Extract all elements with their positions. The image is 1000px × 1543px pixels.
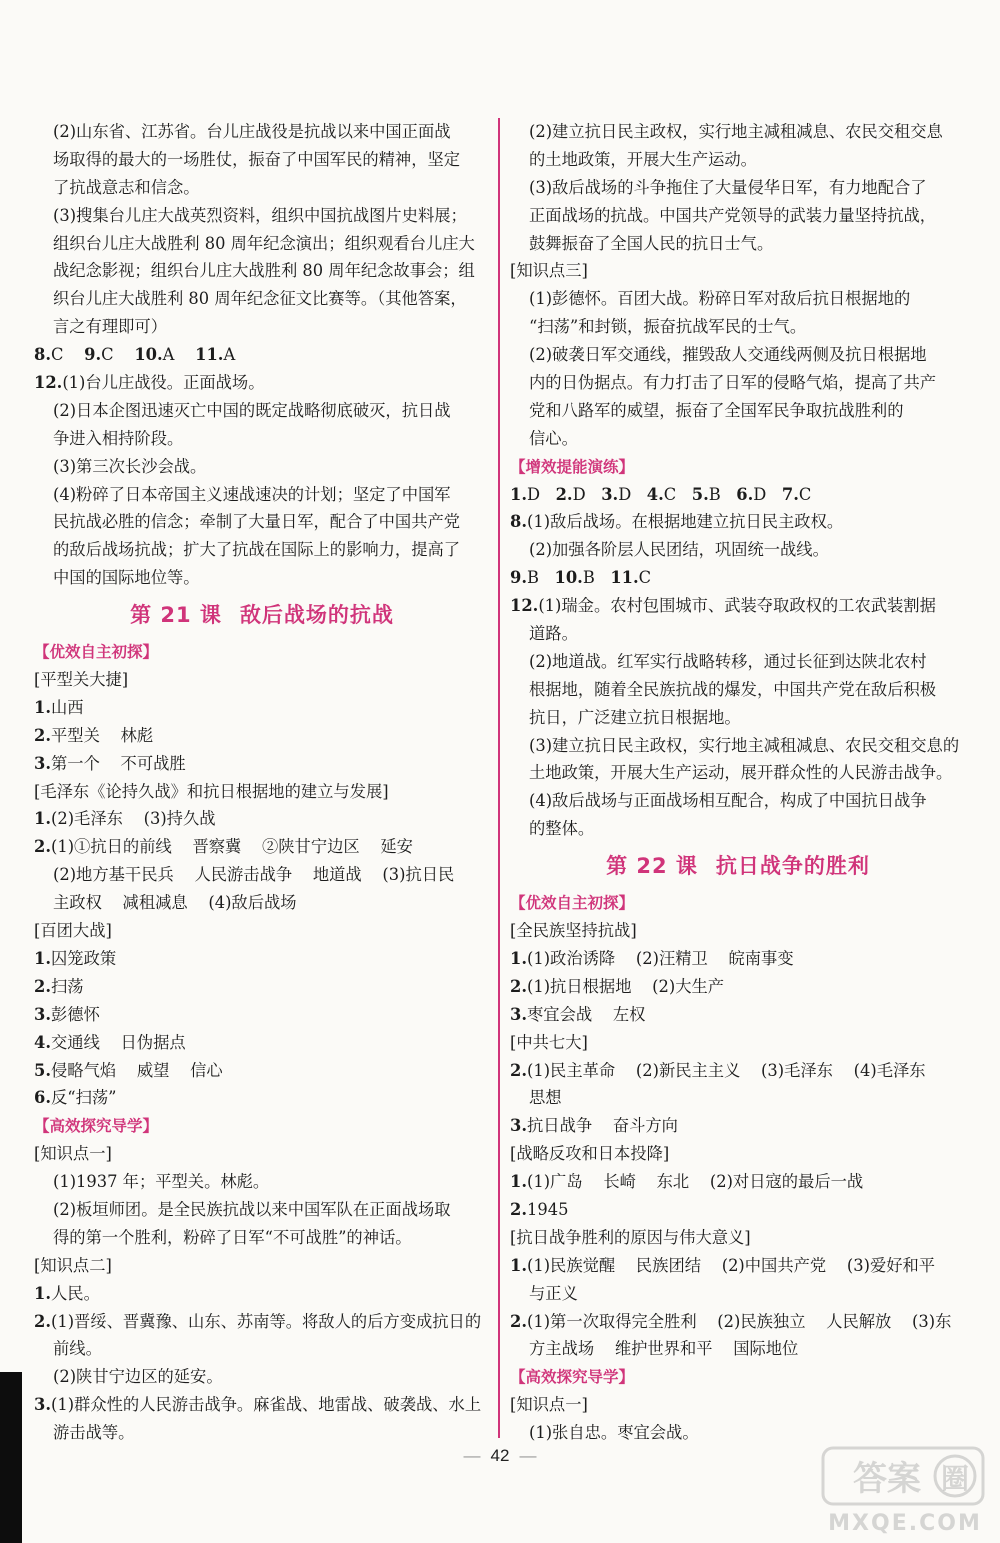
text-line bbox=[34, 508, 490, 536]
answer-text: 思想 bbox=[529, 1088, 562, 1108]
text-line bbox=[510, 704, 966, 732]
text-line bbox=[34, 257, 490, 285]
question-number: 1. bbox=[34, 948, 51, 968]
answer-line bbox=[34, 1308, 490, 1336]
answer-text: (2)板垣师团。是全民族抗战以来中国军队在正面战场取 bbox=[53, 1199, 451, 1219]
answer-line bbox=[34, 973, 490, 1001]
answer-text: [知识点一] bbox=[510, 1395, 588, 1415]
text-line bbox=[510, 815, 966, 843]
svg-text:MXQE.COM: MXQE.COM bbox=[828, 1511, 982, 1536]
text-line bbox=[34, 917, 490, 945]
text-line bbox=[510, 759, 966, 787]
answer-text: A bbox=[162, 345, 196, 365]
question-number: 3. bbox=[34, 1395, 51, 1415]
answer-text: 人民。 bbox=[51, 1283, 100, 1303]
question-number: 2. bbox=[34, 1311, 51, 1331]
question-number: 1. bbox=[34, 809, 51, 829]
text-line bbox=[510, 230, 966, 258]
text-line bbox=[34, 202, 490, 230]
answer-text: 的整体。 bbox=[529, 819, 595, 839]
answer-line bbox=[34, 1029, 490, 1057]
text-line bbox=[34, 889, 490, 917]
answer-text: 党和八路军的威望，振奋了全国军民争取抗战胜利的 bbox=[529, 400, 904, 420]
question-number: 2. bbox=[510, 1311, 527, 1331]
lesson-number: 第 22 课 bbox=[606, 854, 698, 879]
text-line bbox=[34, 536, 490, 564]
answer-text: 前线。 bbox=[53, 1339, 102, 1359]
answer-text: (3)搜集台儿庄大战英烈资料，组织中国抗战图片史料展； bbox=[53, 205, 467, 225]
section-heading bbox=[510, 453, 966, 481]
question-number: 6. bbox=[736, 484, 754, 504]
question-number: 4. bbox=[34, 1032, 51, 1052]
answer-line bbox=[510, 945, 966, 973]
text-line bbox=[34, 778, 490, 806]
section-heading-text: 【优效自主初探】 bbox=[510, 894, 635, 913]
lesson-heading bbox=[510, 843, 966, 889]
question-number: 11. bbox=[195, 345, 224, 365]
answer-text: C bbox=[798, 484, 812, 504]
text-line bbox=[510, 425, 966, 453]
answer-text: (1)敌后战场。在根据地建立抗日民主政权。 bbox=[527, 512, 844, 532]
answer-text: (4)敌后战场与正面战场相互配合，构成了中国抗日战争 bbox=[529, 791, 927, 811]
question-number: 11. bbox=[610, 568, 639, 588]
answer-text: (1)民主革命 (2)新民主主义 (3)毛泽东 (4)毛泽东 bbox=[527, 1060, 926, 1080]
answer-text: (2)破袭日军交通线，摧毁敌人交通线两侧及抗日根据地 bbox=[529, 345, 927, 365]
text-line bbox=[510, 620, 966, 648]
question-number: 1. bbox=[510, 1172, 527, 1192]
answer-line bbox=[510, 973, 966, 1001]
answer-line bbox=[34, 833, 490, 861]
text-line bbox=[34, 1140, 490, 1168]
lesson-title: 敌后战场的抗战 bbox=[239, 603, 394, 628]
answer-text: [平型关大捷] bbox=[34, 670, 129, 690]
answer-line bbox=[510, 1001, 966, 1029]
section-heading-text: 【高效探究导学】 bbox=[34, 1117, 159, 1136]
answer-line bbox=[510, 1196, 966, 1224]
answer-text: 织台儿庄大战胜利 80 周年纪念征文比赛等。（其他答案， bbox=[53, 289, 467, 309]
answer-text: (1)张自忠。枣宜会战。 bbox=[529, 1423, 699, 1443]
answer-text: (3)敌后战场的斗争拖住了大量侵华日军，有力地配合了 bbox=[529, 177, 927, 197]
answer-text: D bbox=[527, 484, 556, 504]
text-line bbox=[510, 174, 966, 202]
answer-text: 民抗战必胜的信念；牵制了大量日军，配合了中国共产党 bbox=[53, 512, 461, 532]
answer-text: 得的第一个胜利，粉碎了日军“不可战胜”的神话。 bbox=[53, 1227, 412, 1247]
answer-text: 囚笼政策 bbox=[51, 948, 117, 968]
right-column bbox=[510, 118, 966, 1447]
question-number: 1. bbox=[510, 948, 527, 968]
answer-text: [知识点二] bbox=[34, 1255, 112, 1275]
answer-text: (1)彭德怀。百团大战。粉碎日军对敌后抗日根据地的 bbox=[529, 289, 911, 309]
text-line bbox=[510, 732, 966, 760]
text-line bbox=[34, 564, 490, 592]
text-line bbox=[510, 1140, 966, 1168]
answer-line bbox=[34, 369, 490, 397]
answer-text: 方主战场 维护世界和平 国际地位 bbox=[529, 1339, 799, 1359]
answer-text: (1)台儿庄战役。正面战场。 bbox=[62, 373, 265, 393]
answer-text: 反“扫荡” bbox=[51, 1088, 117, 1108]
question-number: 12. bbox=[510, 596, 539, 616]
answer-text: D bbox=[618, 484, 647, 504]
answer-text: C bbox=[638, 568, 652, 588]
answer-line bbox=[34, 1280, 490, 1308]
scan-edge-shadow bbox=[0, 1372, 22, 1543]
answer-line bbox=[510, 1057, 966, 1085]
answer-text: C bbox=[51, 345, 85, 365]
text-line bbox=[510, 1391, 966, 1419]
text-line bbox=[510, 917, 966, 945]
answer-text: A bbox=[223, 345, 236, 365]
answer-text: 言之有理即可） bbox=[53, 317, 167, 337]
answer-text: (1)抗日根据地 (2)大生产 bbox=[527, 976, 725, 996]
question-number: 9. bbox=[84, 345, 102, 365]
text-line bbox=[510, 1084, 966, 1112]
lesson-number: 第 21 课 bbox=[130, 603, 222, 628]
text-line bbox=[510, 118, 966, 146]
answer-text: [战略反攻和日本投降] bbox=[510, 1144, 670, 1164]
answer-text: 场取得的最大的一场胜仗，振奋了中国军民的精神，坚定 bbox=[53, 149, 461, 169]
answer-text: 争进入相持阶段。 bbox=[53, 428, 184, 448]
answer-line bbox=[34, 341, 490, 369]
section-heading-text: 【高效探究导学】 bbox=[510, 1368, 635, 1387]
question-number: 9. bbox=[510, 568, 527, 588]
question-number: 10. bbox=[134, 345, 163, 365]
text-line bbox=[510, 787, 966, 815]
answer-text: (1)民族觉醒 民族团结 (2)中国共产党 (3)爱好和平 bbox=[527, 1255, 936, 1275]
text-line bbox=[510, 1280, 966, 1308]
text-line bbox=[34, 174, 490, 202]
answer-text: D bbox=[753, 484, 782, 504]
text-line bbox=[510, 285, 966, 313]
answer-text: (2)毛泽东 (3)持久战 bbox=[51, 809, 216, 829]
answer-text: (2)山东省、江苏省。台儿庄战役是抗战以来中国正面战 bbox=[53, 122, 451, 141]
text-line bbox=[510, 341, 966, 369]
answer-line bbox=[34, 722, 490, 750]
lesson-heading bbox=[34, 592, 490, 638]
text-line bbox=[510, 648, 966, 676]
svg-text:圈: 圈 bbox=[940, 1462, 970, 1495]
text-line bbox=[34, 313, 490, 341]
answer-text: [知识点一] bbox=[34, 1144, 112, 1164]
answer-text: “扫荡”和封锁，振奋抗战军民的士气。 bbox=[529, 317, 807, 337]
question-number: 4. bbox=[646, 484, 664, 504]
answer-text: 与正义 bbox=[529, 1283, 578, 1303]
question-number: 8. bbox=[510, 512, 527, 532]
answer-text: 交通线 日伪据点 bbox=[51, 1032, 186, 1052]
answer-line bbox=[34, 694, 490, 722]
question-number: 2. bbox=[555, 484, 573, 504]
svg-text:答案: 答案 bbox=[853, 1459, 921, 1499]
answer-text: B bbox=[708, 484, 737, 504]
answer-line bbox=[510, 481, 966, 509]
question-number: 12. bbox=[34, 373, 63, 393]
answer-text: [知识点三] bbox=[510, 261, 588, 281]
answer-text: 根据地，随着全民族抗战的爆发，中国共产党在敌后积极 bbox=[529, 679, 937, 699]
answer-text: (1)瑞金。农村包围城市、武装夺取政权的工农武装割据 bbox=[538, 596, 936, 616]
answer-line bbox=[510, 1168, 966, 1196]
left-column bbox=[34, 118, 490, 1447]
text-line bbox=[510, 676, 966, 704]
text-line bbox=[34, 1363, 490, 1391]
text-line bbox=[34, 230, 490, 258]
question-number: 3. bbox=[34, 1004, 51, 1024]
answer-text: D bbox=[572, 484, 602, 504]
lesson-title: 抗日战争的胜利 bbox=[715, 854, 870, 879]
answer-text: 游击战等。 bbox=[53, 1423, 135, 1443]
answer-text: 第一个 不可战胜 bbox=[51, 753, 186, 773]
answer-text: (3)建立抗日民主政权，实行地主减租减息、农民交租交息的 bbox=[529, 735, 960, 755]
answer-text: (2)陕甘宁边区的延安。 bbox=[53, 1367, 223, 1387]
question-number: 6. bbox=[34, 1088, 51, 1108]
text-line bbox=[510, 397, 966, 425]
answer-text: (3)第三次长沙会战。 bbox=[53, 456, 207, 476]
question-number: 3. bbox=[34, 753, 51, 773]
answer-text: 内的日伪据点。有力打击了日军的侵略气焰，提高了共产 bbox=[529, 373, 937, 393]
answer-line bbox=[34, 805, 490, 833]
question-number: 1. bbox=[510, 484, 527, 504]
question-number: 5. bbox=[691, 484, 709, 504]
question-number: 2. bbox=[34, 725, 51, 745]
answer-text: 了抗战意志和信念。 bbox=[53, 177, 200, 197]
text-line bbox=[510, 257, 966, 285]
text-line bbox=[34, 1196, 490, 1224]
answer-text: 的土地政策，开展大生产运动。 bbox=[529, 149, 757, 169]
answer-text: [毛泽东《论持久战》和抗日根据地的建立与发展] bbox=[34, 781, 389, 801]
answer-line bbox=[510, 592, 966, 620]
question-number: 8. bbox=[34, 345, 51, 365]
text-line bbox=[34, 453, 490, 481]
answer-text: 山西 bbox=[51, 697, 84, 717]
section-heading-text: 【优效自主初探】 bbox=[34, 643, 159, 662]
answer-text: C bbox=[101, 345, 135, 365]
answer-text: 侵略气焰 威望 信心 bbox=[51, 1060, 223, 1080]
answer-text: [全民族坚持抗战] bbox=[510, 921, 637, 941]
question-number: 3. bbox=[510, 1116, 527, 1136]
text-line bbox=[34, 1224, 490, 1252]
answer-text: 信心。 bbox=[529, 428, 578, 448]
text-line bbox=[34, 1335, 490, 1363]
answer-text: 1945 bbox=[527, 1199, 569, 1219]
answer-text: [百团大战] bbox=[34, 921, 112, 941]
answer-text: (2)建立抗日民主政权，实行地主减租减息、农民交租交息 bbox=[529, 122, 943, 141]
text-line bbox=[34, 1168, 490, 1196]
answer-text: 道路。 bbox=[529, 624, 578, 644]
answer-line bbox=[510, 1252, 966, 1280]
answer-text: 土地政策，开展大生产运动，展开群众性的人民游击战争。 bbox=[529, 763, 953, 783]
answer-text: [中共七大] bbox=[510, 1032, 588, 1052]
page-number: 42 bbox=[490, 1446, 510, 1465]
section-heading bbox=[34, 1112, 490, 1140]
answer-line bbox=[510, 1308, 966, 1336]
question-number: 2. bbox=[510, 1199, 527, 1219]
question-number: 2. bbox=[510, 1060, 527, 1080]
question-number: 3. bbox=[510, 1004, 527, 1024]
answer-text: (1)1937 年；平型关。林彪。 bbox=[53, 1172, 270, 1192]
answer-text: 扫荡 bbox=[51, 976, 84, 996]
answer-text: 战纪念影视；组织台儿庄大战胜利 80 周年纪念故事会；组 bbox=[53, 261, 475, 281]
text-line bbox=[34, 666, 490, 694]
text-line bbox=[510, 1224, 966, 1252]
answer-line bbox=[510, 1112, 966, 1140]
answer-text: 的敌后战场抗战；扩大了抗战在国际上的影响力，提高了 bbox=[53, 540, 461, 560]
text-line bbox=[34, 861, 490, 889]
answer-line bbox=[34, 1057, 490, 1085]
question-number: 1. bbox=[34, 697, 51, 717]
section-heading-text: 【增效提能演练】 bbox=[510, 457, 635, 476]
answer-line bbox=[510, 508, 966, 536]
text-line bbox=[34, 397, 490, 425]
text-line bbox=[510, 313, 966, 341]
answer-text: 中国的国际地位等。 bbox=[53, 568, 200, 588]
text-line bbox=[34, 481, 490, 509]
text-line bbox=[34, 146, 490, 174]
text-line bbox=[510, 1335, 966, 1363]
answer-text: (2)地道战。红军实行战略转移，通过长征到达陕北农村 bbox=[529, 651, 927, 671]
text-line bbox=[510, 202, 966, 230]
answer-text: 组织台儿庄大战胜利 80 周年纪念演出；组织观看台儿庄大 bbox=[53, 233, 475, 253]
text-line bbox=[510, 1029, 966, 1057]
answer-text: (1)群众性的人民游击战争。麻雀战、地雷战、破袭战、水上 bbox=[51, 1395, 482, 1415]
watermark-logo bbox=[815, 1442, 995, 1538]
answer-text: 彭德怀 bbox=[51, 1004, 100, 1024]
section-heading bbox=[34, 638, 490, 666]
question-number: 2. bbox=[510, 976, 527, 996]
answer-text: 抗日战争 奋斗方向 bbox=[527, 1116, 678, 1136]
answer-text: (1)政治诱降 (2)汪精卫 皖南事变 bbox=[527, 948, 794, 968]
text-line bbox=[34, 1252, 490, 1280]
question-number: 1. bbox=[510, 1255, 527, 1275]
footer-dash-right: — bbox=[519, 1446, 537, 1465]
question-number: 1. bbox=[34, 1283, 51, 1303]
text-line bbox=[34, 285, 490, 313]
question-number: 5. bbox=[34, 1060, 51, 1080]
text-line bbox=[510, 369, 966, 397]
answer-text: 正面战场的抗战。中国共产党领导的武装力量坚持抗战， bbox=[529, 205, 937, 225]
column-divider bbox=[498, 118, 500, 1438]
question-number: 2. bbox=[34, 837, 51, 857]
question-number: 7. bbox=[781, 484, 799, 504]
answer-text: (1)第一次取得完全胜利 (2)民族独立 人民解放 (3)东 bbox=[527, 1311, 952, 1331]
answer-text: 鼓舞振奋了全国人民的抗日士气。 bbox=[529, 233, 774, 253]
answer-line bbox=[34, 1001, 490, 1029]
text-line bbox=[34, 118, 490, 146]
answer-text: C bbox=[663, 484, 692, 504]
footer-dash-left: — bbox=[463, 1446, 481, 1465]
question-number: 10. bbox=[554, 568, 583, 588]
answer-text: (2)地方基干民兵 人民游击战争 地道战 (3)抗日民 bbox=[53, 865, 455, 885]
answer-text: (1)广岛 长崎 东北 (2)对日寇的最后一战 bbox=[527, 1172, 864, 1192]
answer-text: 枣宜会战 左权 bbox=[527, 1004, 646, 1024]
answer-text: B bbox=[527, 568, 555, 588]
section-heading bbox=[510, 889, 966, 917]
answer-text: (4)粉碎了日本帝国主义速战速决的计划；坚定了中国军 bbox=[53, 484, 451, 504]
answer-text: (2)加强各阶层人民团结，巩固统一战线。 bbox=[529, 540, 829, 560]
page-footer bbox=[400, 1441, 600, 1471]
answer-text: (2)日本企图迅速灭亡中国的既定战略彻底破灭，抗日战 bbox=[53, 400, 451, 420]
answer-text: 主政权 减租减息 (4)敌后战场 bbox=[53, 893, 297, 913]
answer-line bbox=[34, 1084, 490, 1112]
answer-line bbox=[34, 750, 490, 778]
answer-text: 抗日，广泛建立抗日根据地。 bbox=[529, 707, 741, 727]
answer-line bbox=[510, 564, 966, 592]
answer-text: (1)①抗日的前线 晋察冀 ②陕甘宁边区 延安 bbox=[51, 837, 413, 857]
question-number: 2. bbox=[34, 976, 51, 996]
answer-text: (1)晋绥、晋冀豫、山东、苏南等。将敌人的后方变成抗日的 bbox=[51, 1311, 482, 1331]
answer-text: B bbox=[582, 568, 611, 588]
text-line bbox=[510, 146, 966, 174]
answer-text: 平型关 林彪 bbox=[51, 725, 154, 745]
answer-line bbox=[34, 1391, 490, 1419]
text-line bbox=[510, 536, 966, 564]
answer-line bbox=[34, 945, 490, 973]
question-number: 3. bbox=[601, 484, 619, 504]
answer-text: [抗日战争胜利的原因与伟大意义] bbox=[510, 1227, 751, 1247]
section-heading bbox=[510, 1363, 966, 1391]
text-line bbox=[34, 425, 490, 453]
